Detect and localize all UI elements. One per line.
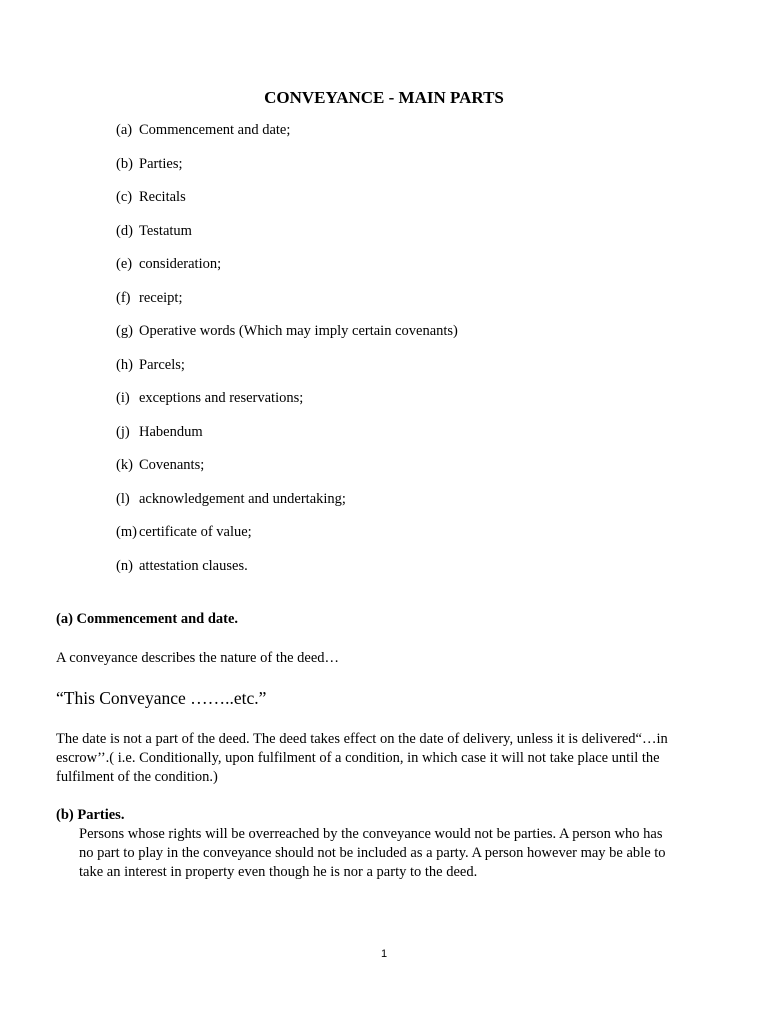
list-marker: (c) (116, 189, 133, 205)
section-intro: A conveyance describes the nature of the deed… (56, 650, 340, 666)
page-number: 1 (380, 948, 388, 960)
list-marker: (m) (116, 524, 137, 540)
list-item (116, 456, 676, 490)
list-item (116, 155, 676, 189)
list-item-text: Habendum (139, 423, 203, 440)
list-item-text: consideration; (139, 256, 222, 272)
list-marker: (b) (116, 155, 133, 172)
list-item-text: acknowledgement and undertaking; (139, 490, 346, 507)
list-marker: (d) (116, 222, 133, 239)
list-item (116, 322, 676, 356)
list-item (116, 356, 676, 390)
quoted-phrase: “This Conveyance ……..etc.” (56, 688, 267, 708)
list-item-text: Parcels; (139, 356, 185, 373)
list-marker: (i) (116, 390, 130, 406)
list-marker: (f) (116, 289, 131, 306)
list-item (116, 389, 676, 423)
section-body-commencement: The date is not a part of the deed. The deed takes effect on the date of delivery, unless it is delivered“…in escrow’’.( i.e. Conditionally, upon fulfilment of a condition, in which case it will not take place until the fulfilment of the condition.) (56, 731, 668, 785)
list-item (116, 222, 676, 256)
list-marker: (e) (116, 256, 133, 272)
main-parts-list (116, 121, 676, 590)
list-item-text: attestation clauses. (139, 557, 248, 574)
list-marker: (a) (116, 122, 133, 138)
list-item-text: Testatum (139, 222, 192, 239)
list-item-text: Parties; (139, 155, 183, 172)
list-item-text: receipt; (139, 289, 183, 306)
section-heading-parties: (b) Parties. (56, 807, 125, 823)
list-marker: (h) (116, 356, 133, 373)
list-item (116, 289, 676, 323)
list-item (116, 423, 676, 457)
list-item-text: Operative words (Which may imply certain covenants) (139, 323, 458, 339)
list-marker: (g) (116, 323, 133, 339)
list-item-text: Commencement and date; (139, 122, 291, 138)
page-title: CONVEYANCE - MAIN PARTS (264, 88, 504, 107)
list-item (116, 255, 676, 289)
list-marker: (j) (116, 423, 130, 440)
list-item (116, 523, 676, 557)
list-item-text: exceptions and reservations; (139, 390, 304, 406)
list-marker: (n) (116, 557, 133, 574)
list-marker: (l) (116, 490, 130, 507)
list-marker: (k) (116, 457, 133, 473)
list-item-text: Recitals (139, 189, 186, 205)
list-item-text: Covenants; (139, 457, 205, 473)
section-heading-commencement: (a) Commencement and date. (56, 611, 239, 627)
list-item (116, 490, 676, 524)
list-item (116, 557, 676, 591)
section-body-parties: Persons whose rights will be overreached by the conveyance would not be parties. A person who has no part to play in the conveyance should not be included as a party. A person however may be able to take an interest in property even though he is nor a party to the deed. (79, 826, 666, 880)
list-item-text: certificate of value; (139, 524, 252, 540)
list-item (116, 121, 676, 155)
list-item (116, 188, 676, 222)
